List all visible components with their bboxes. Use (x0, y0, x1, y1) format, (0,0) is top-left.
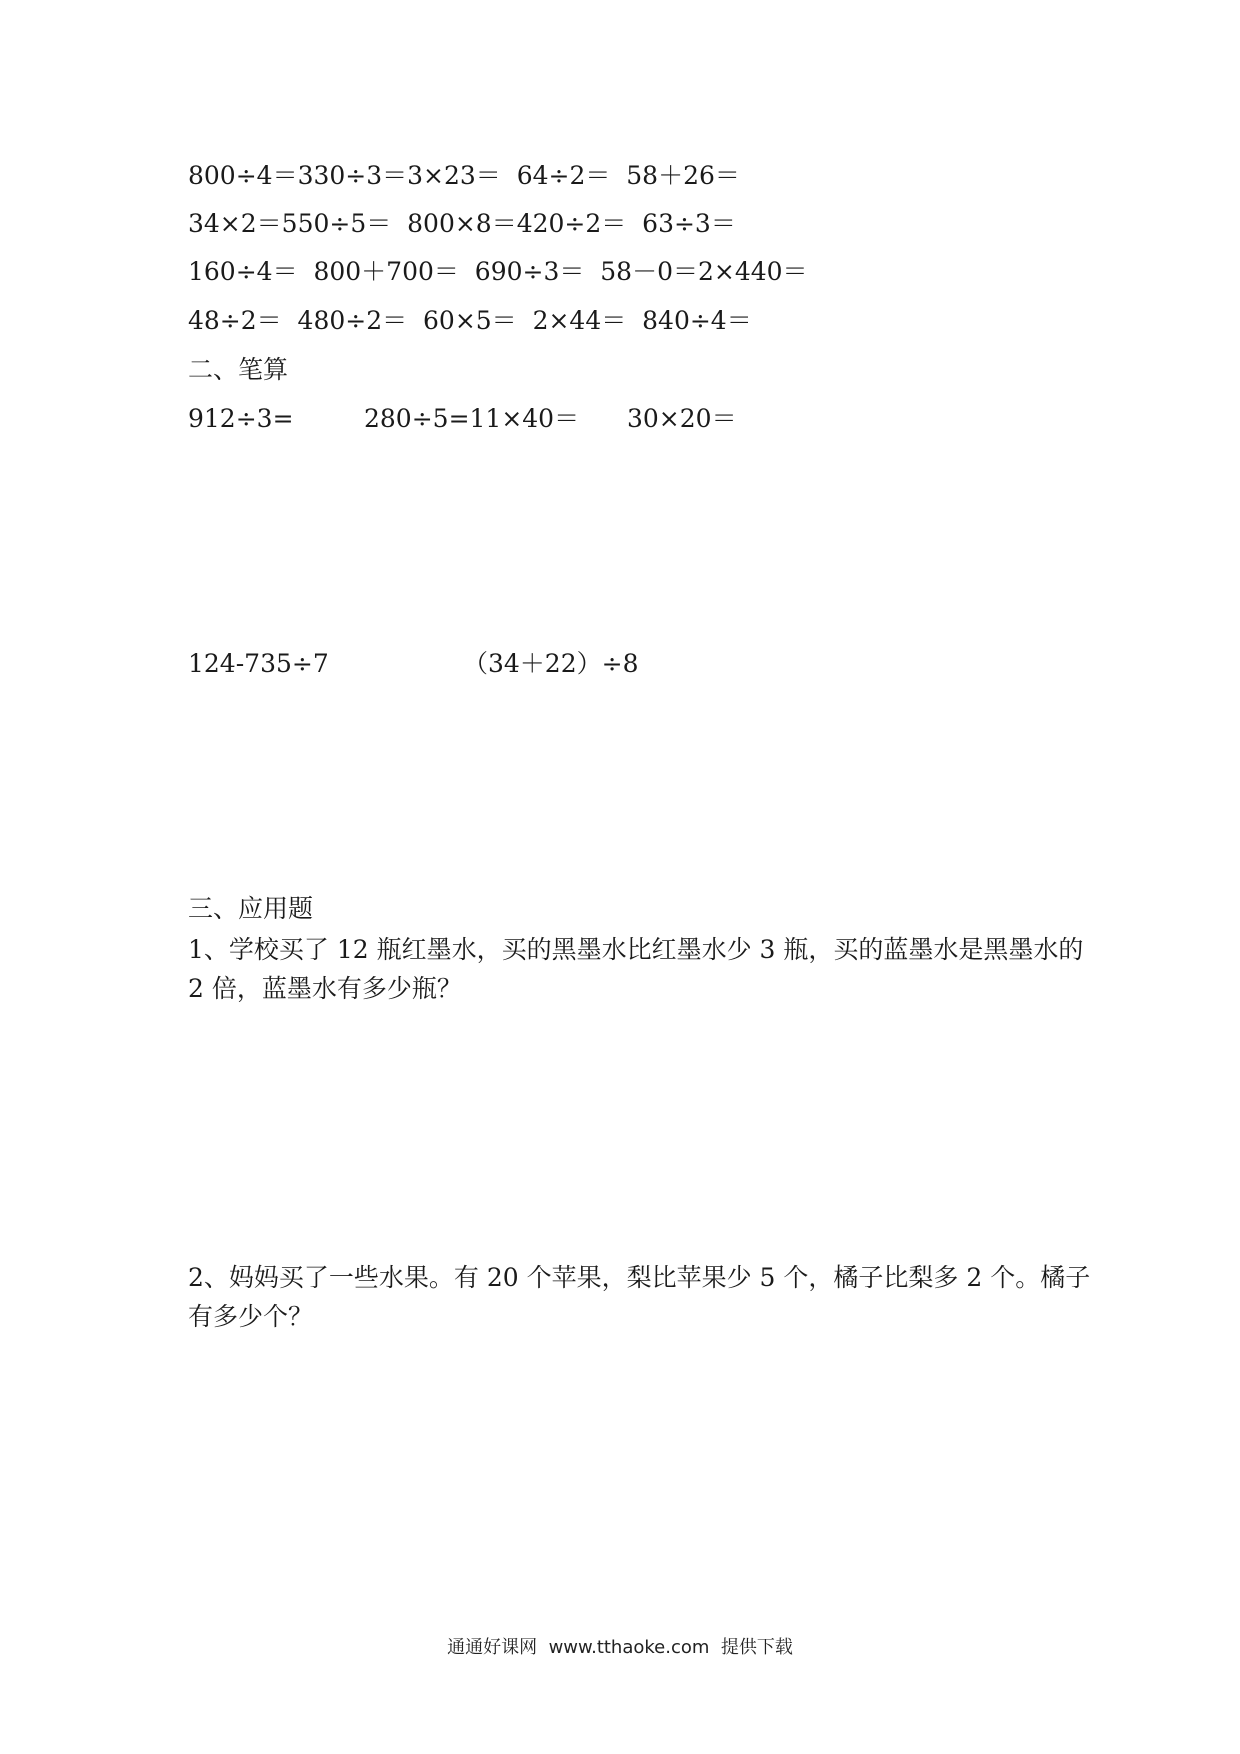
written-calc-problem: 124-735÷7 (188, 649, 329, 678)
word-problem-text: 2 倍，蓝墨水有多少瓶？ (188, 974, 462, 1003)
page-footer: 通通好课网 www.tthaoke.com 提供下载 (447, 1637, 793, 1658)
oral-calc-row: 48÷2＝ 480÷2＝ 60×5＝ 2×44＝ 840÷4＝ (188, 306, 752, 335)
written-calc-problem: （34＋22）÷8 (463, 649, 639, 678)
oral-calc-row: 800÷4＝330÷3＝3×23＝ 64÷2＝ 58＋26＝ (188, 161, 740, 190)
section-heading: 二、笔算 (188, 355, 289, 384)
word-problem-text: 2、妈妈买了一些水果。有 20 个苹果，梨比苹果少 5 个，橘子比梨多 2 个。橘子 (188, 1263, 1091, 1292)
section-heading: 三、应用题 (188, 894, 314, 923)
written-calc-problem: 912÷3= (188, 404, 294, 433)
written-calc-problem: 280÷5=11×40＝ (364, 404, 580, 433)
oral-calc-row: 34×2＝550÷5＝ 800×8＝420÷2＝ 63÷3＝ (188, 209, 736, 238)
word-problem-text: 1、学校买了 12 瓶红墨水，买的黑墨水比红墨水少 3 瓶，买的蓝墨水是黑墨水的 (188, 935, 1084, 964)
oral-calc-row: 160÷4＝ 800＋700＝ 690÷3＝ 58－0＝2×440＝ (188, 257, 808, 286)
word-problem-text: 有多少个？ (188, 1302, 314, 1331)
written-calc-problem: 30×20＝ (627, 404, 737, 433)
